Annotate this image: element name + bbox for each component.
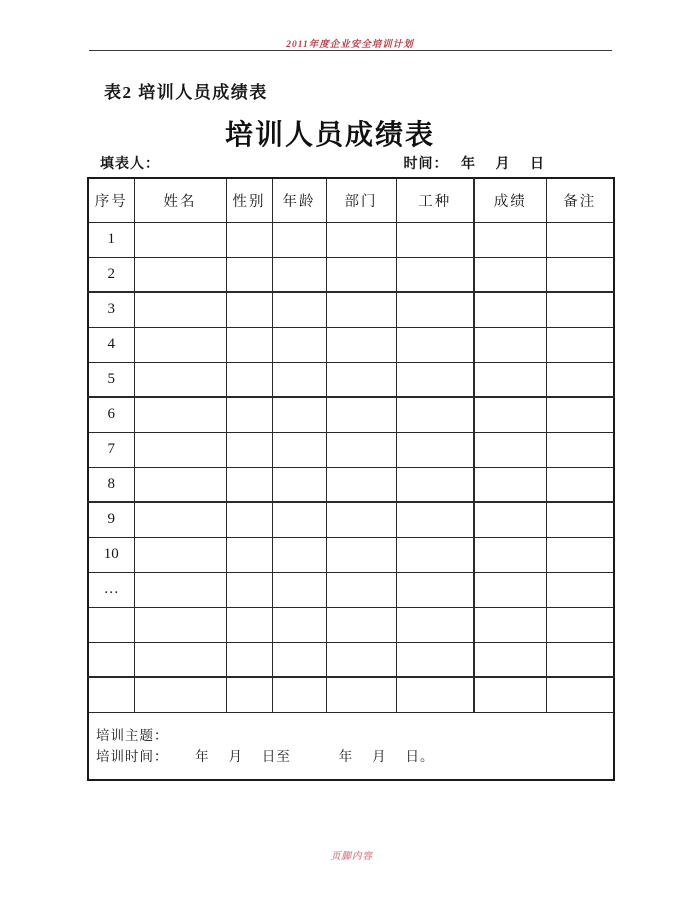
table-cell xyxy=(326,607,396,642)
table-cell xyxy=(226,677,272,712)
row-number-cell: 2 xyxy=(88,257,134,292)
table-cell xyxy=(226,642,272,677)
table-row xyxy=(88,397,614,432)
table-cell xyxy=(326,467,396,502)
table-row xyxy=(88,257,614,292)
table-cell xyxy=(546,537,614,572)
table-cell xyxy=(272,607,326,642)
table-cell xyxy=(396,572,474,607)
column-header: 年龄 xyxy=(272,178,326,222)
table-cell xyxy=(474,292,546,327)
table-cell xyxy=(546,327,614,362)
page-header-text: 2011年度企业安全培训计划 xyxy=(286,40,414,50)
table-cell xyxy=(326,397,396,432)
table-cell xyxy=(134,677,226,712)
page-footer-text: 页脚内容 xyxy=(330,852,373,862)
table-cell xyxy=(226,257,272,292)
table-cell xyxy=(546,677,614,712)
column-header: 成绩 xyxy=(474,178,546,222)
table-cell xyxy=(272,467,326,502)
table-row xyxy=(88,537,614,572)
table-cell xyxy=(474,327,546,362)
table-cell xyxy=(396,677,474,712)
table-cell xyxy=(226,572,272,607)
table-cell xyxy=(272,572,326,607)
table-cell xyxy=(272,257,326,292)
table-cell xyxy=(134,257,226,292)
table-cell xyxy=(396,467,474,502)
table-cell xyxy=(474,677,546,712)
table-row xyxy=(88,572,614,607)
table-cell xyxy=(134,222,226,257)
table-cell xyxy=(474,572,546,607)
table-cell xyxy=(134,362,226,397)
table-row xyxy=(88,642,614,677)
table-cell xyxy=(272,642,326,677)
table-cell xyxy=(546,467,614,502)
form-row xyxy=(100,153,545,173)
table-cell xyxy=(474,467,546,502)
table-cell xyxy=(546,572,614,607)
table-cell xyxy=(474,397,546,432)
table-cell xyxy=(326,677,396,712)
table-cell xyxy=(134,502,226,537)
row-number-cell: 5 xyxy=(88,362,134,397)
table-cell xyxy=(326,257,396,292)
table-cell xyxy=(134,572,226,607)
table-cell xyxy=(272,432,326,467)
table-cell xyxy=(326,222,396,257)
table-cell xyxy=(326,432,396,467)
page-title: 培训人员成绩表 xyxy=(224,120,435,151)
table-cell xyxy=(272,362,326,397)
table-cell xyxy=(326,572,396,607)
table-cell xyxy=(546,362,614,397)
table-cell xyxy=(396,327,474,362)
table-cell xyxy=(134,642,226,677)
table-cell xyxy=(474,537,546,572)
table-cell xyxy=(226,467,272,502)
column-header: 性别 xyxy=(226,178,272,222)
column-header: 序号 xyxy=(88,178,134,222)
table-cell xyxy=(134,397,226,432)
table-cell xyxy=(396,502,474,537)
row-number-cell: 7 xyxy=(88,432,134,467)
table-cell xyxy=(272,502,326,537)
row-number-cell: 3 xyxy=(88,292,134,327)
table-cell xyxy=(474,222,546,257)
table-footer-cell xyxy=(88,712,614,780)
table-cell xyxy=(326,642,396,677)
table-cell xyxy=(226,607,272,642)
table-cell xyxy=(396,537,474,572)
table-cell xyxy=(546,607,614,642)
table-cell xyxy=(226,397,272,432)
table-cell xyxy=(546,642,614,677)
table-cell xyxy=(546,222,614,257)
table-cell xyxy=(134,327,226,362)
table-footer-row xyxy=(88,712,614,780)
table-cell xyxy=(272,327,326,362)
row-number-cell: 10 xyxy=(88,537,134,572)
column-header: 工种 xyxy=(396,178,474,222)
column-header: 备注 xyxy=(546,178,614,222)
section-label: 表2 培训人员成绩表 xyxy=(104,83,268,102)
table-cell xyxy=(546,257,614,292)
table-row xyxy=(88,677,614,712)
table-cell xyxy=(396,397,474,432)
table-cell xyxy=(134,467,226,502)
row-number-cell: … xyxy=(88,572,134,607)
table-row xyxy=(88,222,614,257)
table-row xyxy=(88,432,614,467)
table-cell xyxy=(396,292,474,327)
table-cell xyxy=(226,362,272,397)
row-number-cell: 8 xyxy=(88,467,134,502)
table-cell xyxy=(272,677,326,712)
table-cell xyxy=(226,432,272,467)
row-number-cell: 9 xyxy=(88,502,134,537)
table-cell xyxy=(396,362,474,397)
header-divider-line xyxy=(89,50,612,51)
training-topic-label: 培训主题： xyxy=(96,727,169,743)
table-cell xyxy=(396,257,474,292)
table-cell xyxy=(226,502,272,537)
filler-label: 填表人： xyxy=(100,157,160,172)
table-cell xyxy=(272,292,326,327)
table-cell xyxy=(134,607,226,642)
table-cell xyxy=(226,327,272,362)
row-number-cell: 1 xyxy=(88,222,134,257)
table-cell xyxy=(396,222,474,257)
table-cell xyxy=(396,607,474,642)
table-cell xyxy=(326,502,396,537)
table-cell xyxy=(272,397,326,432)
score-table xyxy=(87,177,615,781)
table-cell xyxy=(326,327,396,362)
row-number-cell xyxy=(88,642,134,677)
time-label: 时间： 年 月 日 xyxy=(403,157,545,172)
row-number-cell xyxy=(88,607,134,642)
table-cell xyxy=(474,642,546,677)
table-cell xyxy=(396,642,474,677)
table-header-row xyxy=(88,178,614,222)
row-number-cell xyxy=(88,677,134,712)
table-row xyxy=(88,327,614,362)
table-cell xyxy=(546,292,614,327)
table-cell xyxy=(396,432,474,467)
table-row xyxy=(88,467,614,502)
table-cell xyxy=(272,222,326,257)
table-cell xyxy=(134,432,226,467)
row-number-cell: 4 xyxy=(88,327,134,362)
column-header: 部门 xyxy=(326,178,396,222)
table-cell xyxy=(326,292,396,327)
table-cell xyxy=(326,537,396,572)
table-cell xyxy=(474,432,546,467)
table-cell xyxy=(474,502,546,537)
row-number-cell: 6 xyxy=(88,397,134,432)
table-cell xyxy=(226,292,272,327)
table-cell xyxy=(474,607,546,642)
column-header: 姓名 xyxy=(134,178,226,222)
table-cell xyxy=(546,502,614,537)
table-cell xyxy=(134,292,226,327)
table-row xyxy=(88,502,614,537)
table-cell xyxy=(134,537,226,572)
table-cell xyxy=(474,257,546,292)
table-cell xyxy=(546,432,614,467)
table-cell xyxy=(474,362,546,397)
table-row xyxy=(88,292,614,327)
table-row xyxy=(88,362,614,397)
table-cell xyxy=(546,397,614,432)
table-cell xyxy=(226,222,272,257)
table-cell xyxy=(326,362,396,397)
table-cell xyxy=(272,537,326,572)
training-time-label: 培训时间： 年 月 日至 年 月 日。 xyxy=(96,748,435,764)
table-cell xyxy=(226,537,272,572)
table-row xyxy=(88,607,614,642)
